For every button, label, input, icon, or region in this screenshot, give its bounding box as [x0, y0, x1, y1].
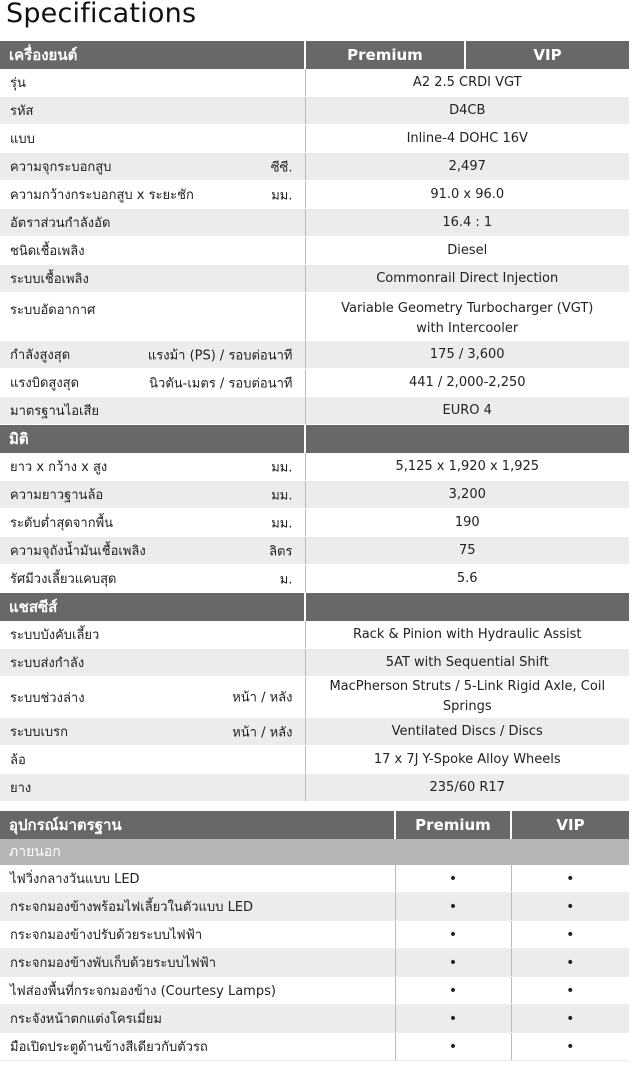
- spec-unit: มม.: [271, 188, 293, 203]
- spec-value: 441 / 2,000-2,250: [408, 374, 526, 390]
- spec-label-wrap: [10, 293, 305, 320]
- spec-value-wrap: [306, 750, 630, 770]
- spec-value-wrap: [306, 373, 630, 393]
- spec-label-cell: [0, 621, 305, 649]
- spec-value: 235/60 R17: [429, 779, 505, 795]
- spec-row: [0, 341, 629, 369]
- spec-label: ความจุถังน้ำมันเชื้อเพลิง: [10, 544, 146, 559]
- spec-value-cell: [305, 97, 629, 125]
- spec-value-cell: [305, 621, 629, 649]
- spec-value: 3,200: [448, 486, 486, 502]
- equipment-label: กระจกมองข้างพร้อมไฟเลี้ยวในตัวแบบ LED: [0, 893, 395, 921]
- spec-value-wrap: [306, 129, 630, 149]
- spec-row: [0, 481, 629, 509]
- equipment-row: [0, 949, 629, 977]
- spec-label-cell: [0, 565, 305, 593]
- spec-row: [0, 125, 629, 153]
- vip-bullet-icon: •: [511, 893, 629, 921]
- section-header: [0, 593, 629, 622]
- spec-value-wrap: [306, 778, 630, 798]
- spec-value: EURO 4: [442, 402, 492, 418]
- spec-label-cell: [0, 718, 305, 746]
- equipment-label: มือเปิดประตูด้านข้างสีเดียวกับตัวรถ: [0, 1033, 395, 1061]
- spec-value-cell: [305, 774, 629, 802]
- spec-unit: ลิตร: [269, 544, 293, 559]
- spec-label-cell: [0, 97, 305, 125]
- equipment-row: [0, 865, 629, 893]
- spec-unit: มม.: [271, 516, 293, 531]
- spec-value: 5AT with Sequential Shift: [385, 654, 549, 670]
- spec-value-cell: [305, 453, 629, 481]
- spec-value-wrap: [306, 269, 630, 289]
- section-header: [0, 41, 629, 69]
- subsection-title: ภายนอก: [0, 839, 629, 865]
- spec-value-wrap: [306, 213, 630, 233]
- spec-label: อัตราส่วนกำลังอัด: [10, 216, 111, 231]
- spec-value-cell: [305, 181, 629, 209]
- spec-value-cell: [305, 677, 629, 718]
- spec-label-cell: [0, 369, 305, 397]
- spec-value-cell: [305, 341, 629, 369]
- spec-label: มาตรฐานไอเสีย: [10, 404, 99, 419]
- spec-value: Commonrail Direct Injection: [376, 270, 559, 286]
- spec-label: กำลังสูงสุด: [10, 348, 71, 363]
- premium-bullet-icon: •: [395, 949, 511, 977]
- spec-value: Rack & Pinion with Hydraulic Assist: [352, 626, 582, 642]
- spec-label: ระบบช่วงล่าง: [10, 690, 85, 706]
- spec-value-cell: [305, 397, 629, 425]
- spec-label-wrap: [10, 184, 305, 205]
- spec-label-cell: [0, 153, 305, 181]
- spec-row: [0, 209, 629, 237]
- spec-row: [0, 649, 629, 677]
- spec-value-line2: with Intercooler: [416, 321, 519, 336]
- spec-value-cell: [305, 718, 629, 746]
- spec-label-wrap: [10, 749, 305, 770]
- model-header: VIP: [465, 41, 629, 69]
- spec-value-wrap: [306, 101, 630, 121]
- premium-bullet-icon: •: [395, 893, 511, 921]
- spec-label-cell: [0, 237, 305, 265]
- equipment-row: [0, 1005, 629, 1033]
- equipment-row: [0, 921, 629, 949]
- spec-value-wrap: [306, 722, 630, 742]
- equipment-label: ไฟวิ่งกลางวันแบบ LED: [0, 865, 395, 893]
- spec-label: ระบบบังคับเลี้ยว: [10, 628, 100, 643]
- spec-row: [0, 621, 629, 649]
- spec-value-cell: [305, 509, 629, 537]
- spec-label-wrap: [10, 72, 305, 93]
- spec-label: รุ่น: [10, 76, 26, 91]
- model-header: VIP: [511, 811, 629, 839]
- spec-label: รัศมีวงเลี้ยวแคบสุด: [10, 572, 117, 587]
- spec-row: [0, 565, 629, 593]
- spec-value-cell: [305, 481, 629, 509]
- premium-bullet-icon: •: [395, 1005, 511, 1033]
- spec-label-wrap: [10, 128, 305, 149]
- equipment-header: [0, 811, 629, 839]
- section-header-fill: [305, 425, 629, 454]
- spec-label-cell: [0, 774, 305, 802]
- spec-label-cell: [0, 69, 305, 97]
- spec-value-cell: [305, 537, 629, 565]
- spec-row: [0, 509, 629, 537]
- spec-value-wrap: [306, 569, 630, 589]
- page-title: Specifications: [6, 0, 197, 29]
- spec-label-cell: [0, 537, 305, 565]
- spec-label-wrap: [10, 652, 305, 673]
- vip-bullet-icon: •: [511, 865, 629, 893]
- spec-value-wrap: [306, 513, 630, 533]
- spec-label-wrap: [10, 568, 305, 589]
- spec-value: 5.6: [456, 570, 478, 586]
- spec-value-wrap: [306, 625, 630, 645]
- spec-unit: มม.: [271, 488, 293, 503]
- spec-value: Inline-4 DOHC 16V: [406, 130, 528, 146]
- spec-label-cell: [0, 746, 305, 774]
- spec-label-cell: [0, 397, 305, 425]
- spec-value-wrap: [306, 293, 630, 339]
- spec-label: ระบบเบรก: [10, 725, 69, 740]
- spec-row: [0, 453, 629, 481]
- section-title: แชสซีส์: [0, 593, 305, 622]
- spec-value: Ventilated Discs / Discs: [391, 723, 543, 739]
- premium-bullet-icon: •: [395, 865, 511, 893]
- spec-row: [0, 181, 629, 209]
- spec-label: ยาง: [10, 781, 32, 796]
- equipment-row: [0, 1033, 629, 1061]
- spec-label: ระบบอัดอากาศ: [10, 303, 96, 318]
- spec-value: Variable Geometry Turbocharger (VGT): [341, 301, 594, 316]
- spec-value-cell: [305, 293, 629, 341]
- model-header: Premium: [305, 41, 465, 69]
- spec-label-wrap: [10, 212, 305, 233]
- spec-value: 175 / 3,600: [429, 346, 505, 362]
- spec-value: D4CB: [449, 102, 486, 118]
- vip-bullet-icon: •: [511, 977, 629, 1005]
- spec-label-cell: [0, 125, 305, 153]
- equipment-row: [0, 893, 629, 921]
- spec-label-cell: [0, 453, 305, 481]
- spec-label: แรงบิดสูงสุด: [10, 376, 80, 391]
- equipment-label: ไฟส่องพื้นที่กระจกมองข้าง (Courtesy Lamps): [0, 977, 395, 1005]
- spec-value-cell: [305, 237, 629, 265]
- spec-value: 190: [454, 514, 480, 530]
- spec-row: [0, 397, 629, 425]
- spec-label: ความกว้างกระบอกสูบ x ระยะชัก: [10, 188, 194, 203]
- premium-bullet-icon: •: [395, 977, 511, 1005]
- spec-value: Diesel: [447, 242, 488, 258]
- spec-row: [0, 718, 629, 746]
- spec-value-wrap: [306, 401, 630, 421]
- spec-value-cell: [305, 69, 629, 97]
- spec-label: ชนิดเชื้อเพลิง: [10, 244, 85, 259]
- spec-row: [0, 265, 629, 293]
- spec-value-wrap: [306, 541, 630, 561]
- spec-table: [0, 41, 629, 802]
- spec-value-wrap: [306, 457, 630, 477]
- spec-label: ล้อ: [10, 753, 26, 768]
- spec-value-cell: [305, 746, 629, 774]
- spec-unit: แรงม้า (PS) / รอบต่อนาที: [147, 348, 293, 363]
- equipment-label: กระจกมองข้างพับเก็บด้วยระบบไฟฟ้า: [0, 949, 395, 977]
- spec-label: ระดับต่ำสุดจากพื้น: [10, 516, 114, 531]
- spec-label-wrap: [10, 240, 305, 261]
- vip-bullet-icon: •: [511, 949, 629, 977]
- equipment-label: กระจกมองข้างปรับด้วยระบบไฟฟ้า: [0, 921, 395, 949]
- spec-label-wrap: [10, 540, 305, 561]
- spec-label-wrap: [10, 268, 305, 289]
- spec-row: [0, 677, 629, 718]
- spec-value: A2 2.5 CRDI VGT: [412, 74, 522, 90]
- spec-value-cell: [305, 369, 629, 397]
- spec-value-wrap: [306, 677, 630, 717]
- spec-label: แบบ: [10, 132, 35, 147]
- spec-label-cell: [0, 481, 305, 509]
- vip-bullet-icon: •: [511, 1005, 629, 1033]
- spec-value-wrap: [306, 73, 630, 93]
- spec-value-cell: [305, 125, 629, 153]
- spec-row: [0, 746, 629, 774]
- premium-bullet-icon: •: [395, 1033, 511, 1061]
- spec-label-wrap: [10, 100, 305, 121]
- equipment-title: อุปกรณ์มาตรฐาน: [0, 811, 395, 839]
- spec-unit: หน้า / หลัง: [232, 690, 293, 706]
- equipment-label: กระจังหน้าตกแต่งโครเมี่ยม: [0, 1005, 395, 1033]
- spec-value-wrap: [306, 485, 630, 505]
- model-header: Premium: [395, 811, 511, 839]
- spec-label-wrap: [10, 624, 305, 645]
- spec-row: [0, 537, 629, 565]
- spec-label-wrap: [10, 484, 305, 505]
- section-header-fill: [305, 593, 629, 622]
- spec-label-cell: [0, 209, 305, 237]
- equipment-row: [0, 977, 629, 1005]
- spec-label-cell: [0, 341, 305, 369]
- spec-value-cell: [305, 649, 629, 677]
- spec-row: [0, 69, 629, 97]
- spec-label-wrap: [10, 156, 305, 177]
- equipment-table: [0, 811, 629, 1061]
- vip-bullet-icon: •: [511, 921, 629, 949]
- equipment-subsection: [0, 839, 629, 865]
- spec-label: ยาว x กว้าง x สูง: [10, 460, 108, 475]
- section-header: [0, 425, 629, 454]
- spec-value: 75: [458, 542, 476, 558]
- spec-label-cell: [0, 677, 305, 718]
- spec-unit: นิวตัน-เมตร / รอบต่อนาที: [149, 376, 293, 391]
- section-title: เครื่องยนต์: [0, 41, 305, 69]
- spec-row: [0, 774, 629, 802]
- spec-label: รหัส: [10, 104, 34, 119]
- spec-row: [0, 97, 629, 125]
- premium-bullet-icon: •: [395, 921, 511, 949]
- spec-value-wrap: [306, 241, 630, 261]
- spec-value-wrap: [306, 345, 630, 365]
- spec-label-wrap: [10, 512, 305, 533]
- spec-label-cell: [0, 265, 305, 293]
- spec-label-cell: [0, 181, 305, 209]
- spec-label-wrap: [10, 456, 305, 477]
- spec-value-cell: [305, 153, 629, 181]
- spec-value-wrap: [306, 653, 630, 673]
- spec-label-wrap: [10, 777, 305, 798]
- spec-row: [0, 293, 629, 341]
- spec-row: [0, 237, 629, 265]
- spec-value-wrap: [306, 157, 630, 177]
- spec-value: 17 x 7J Y-Spoke Alloy Wheels: [373, 751, 561, 767]
- spec-value-cell: [305, 265, 629, 293]
- spec-row: [0, 369, 629, 397]
- spec-unit: ซีซี.: [270, 160, 293, 175]
- spec-value: MacPherson Struts / 5-Link Rigid Axle, Coil Springs: [329, 679, 606, 714]
- spec-label: ระบบเชื้อเพลิง: [10, 272, 89, 287]
- spec-value-wrap: [306, 185, 630, 205]
- spec-label: ระบบส่งกำลัง: [10, 656, 85, 671]
- spec-label: ความจุกระบอกสูบ: [10, 160, 112, 175]
- spec-unit: มม.: [271, 460, 293, 475]
- section-title: มิติ: [0, 425, 305, 454]
- spec-value: 91.0 x 96.0: [430, 186, 505, 202]
- vip-bullet-icon: •: [511, 1033, 629, 1061]
- spec-value-cell: [305, 565, 629, 593]
- spec-label-cell: [0, 293, 305, 341]
- spec-value: 2,497: [448, 158, 486, 174]
- spec-value: 5,125 x 1,920 x 1,925: [395, 458, 540, 474]
- spec-label-cell: [0, 509, 305, 537]
- spec-row: [0, 153, 629, 181]
- spec-unit: หน้า / หลัง: [232, 725, 293, 740]
- spec-value-cell: [305, 209, 629, 237]
- spec-value: 16.4 : 1: [442, 214, 493, 230]
- spec-label-wrap: [10, 400, 305, 421]
- spec-label: ความยาวฐานล้อ: [10, 488, 104, 503]
- spec-label-cell: [0, 649, 305, 677]
- spec-unit: ม.: [279, 572, 293, 587]
